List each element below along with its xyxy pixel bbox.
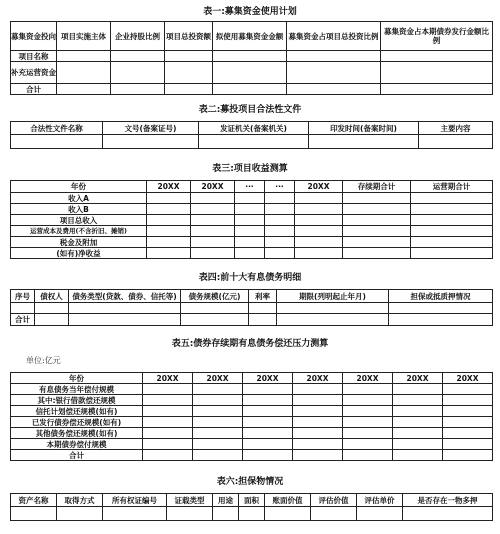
col-year-3: 20XX [243,373,293,384]
col-debt-size: 债务规模(亿元) [181,290,249,303]
top-debt-table [10,289,493,326]
col-term-total: 存续期合计 [343,181,411,193]
col-holding-ratio: 企业持股比例 [111,22,165,51]
col-project-entity: 项目实施主体 [57,22,111,51]
table6-title: 表六:担保物情况 [216,477,284,487]
table-row [11,395,493,406]
table-row [11,507,493,521]
debt-pressure-table [10,372,493,461]
row-label: 已发行债券偿还规模(如有) [11,417,143,428]
col-interest-rate: 利率 [249,290,277,303]
col-year: 年份 [11,181,147,193]
col-ellipsis-2: ··· [265,181,295,193]
fund-usage-table [10,21,493,95]
col-document-name: 合法性文件名称 [11,122,103,135]
table-row [11,450,493,461]
table-row [11,215,493,226]
col-year-2: 20XX [191,181,235,193]
col-year-3: 20XX [295,181,343,193]
row-label: 合计 [11,450,143,461]
row-label: 税金及附加 [11,237,147,248]
table-row [11,237,493,248]
col-year-6: 20XX [393,373,443,384]
table5-title: 表五:债券存续期有息债务偿还压力测算 [171,339,329,349]
col-book-value: 账面价值 [265,494,311,507]
col-term: 期限(列明起止年月) [277,290,389,303]
col-serial: 序号 [11,290,35,303]
col-issue-date: 印发时间(备案时间) [309,122,419,135]
row-label: 有息债务当年偿付规模 [11,384,143,395]
row-label: 收入A [11,193,147,204]
col-area: 面积 [239,494,265,507]
row-label: 合计 [11,84,57,95]
col-creditor: 债权人 [35,290,69,303]
col-unit-price: 评估单价 [357,494,403,507]
col-usage: 用途 [213,494,239,507]
col-main-content: 主要内容 [419,122,493,135]
row-label: 本期债券偿付规模 [11,439,143,450]
table-row [11,314,493,326]
col-fund-target: 募集资金投向 [11,22,57,51]
col-debt-type: 债务类型(贷款、债券、信托等) [69,290,181,303]
col-ownership-cert: 所有权证编号 [103,494,167,507]
table-row [11,204,493,215]
table-row [11,384,493,395]
row-label: 其中:银行借款偿还规模 [11,395,143,406]
row-label: 收入B [11,204,147,215]
table-row [11,248,493,259]
col-year: 年份 [11,373,143,384]
col-fund-amount: 拟使用募集资金金额 [213,22,287,51]
col-year-4: 20XX [293,373,343,384]
col-total-investment: 项目总投资额 [165,22,213,51]
col-cert-type: 证载类型 [167,494,213,507]
table1-title: 表一:募集资金使用计划 [203,7,297,17]
col-appraised-value: 评估价值 [311,494,357,507]
col-year-1: 20XX [147,181,191,193]
col-asset-name: 资产名称 [11,494,57,507]
table-row [11,193,493,204]
row-label: 运营成本及费用(不含折旧、摊销) [11,226,147,237]
unit-note: 单位:亿元 [26,356,61,365]
row-label: 项目名称 [11,51,57,62]
col-multiple-pledge: 是否存在一物多押 [403,494,493,507]
col-year-1: 20XX [143,373,193,384]
table-row [11,406,493,417]
col-acquisition-method: 取得方式 [57,494,103,507]
col-fund-issuance-ratio: 募集资金占本期债券发行金额比例 [381,22,493,51]
col-guarantee: 担保或抵质押情况 [389,290,493,303]
table-row [11,62,493,84]
table-row [11,303,493,314]
col-operation-total: 运营期合计 [411,181,493,193]
col-fund-investment-ratio: 募集资金占项目总投资比例 [287,22,381,51]
table-row [11,51,493,62]
table4-title: 表四:前十大有息债务明细 [198,273,302,283]
table-row [11,428,493,439]
row-label: 其他债务偿还规模(如有) [11,428,143,439]
col-year-5: 20XX [343,373,393,384]
table2-title: 表二:募投项目合法性文件 [198,105,302,115]
table3-title: 表三:项目收益测算 [212,164,288,174]
row-label: (如有)净收益 [11,248,147,259]
row-label: 项目总收入 [11,215,147,226]
collateral-table [10,493,493,521]
legal-documents-table [10,121,493,149]
row-label: 信托计划偿还规模(如有) [11,406,143,417]
table-row [11,135,493,149]
col-year-2: 20XX [193,373,243,384]
col-year-7: 20XX [443,373,493,384]
row-label: 补充运营资金 [11,62,57,84]
table-row [11,226,493,237]
table-row [11,417,493,428]
table-row [11,439,493,450]
revenue-estimate-table [10,180,493,259]
row-label: 合计 [11,314,35,326]
col-document-number: 文号(备案证号) [103,122,199,135]
col-issuing-authority: 发证机关(备案机关) [199,122,309,135]
col-ellipsis-1: ··· [235,181,265,193]
table-row [11,84,493,95]
